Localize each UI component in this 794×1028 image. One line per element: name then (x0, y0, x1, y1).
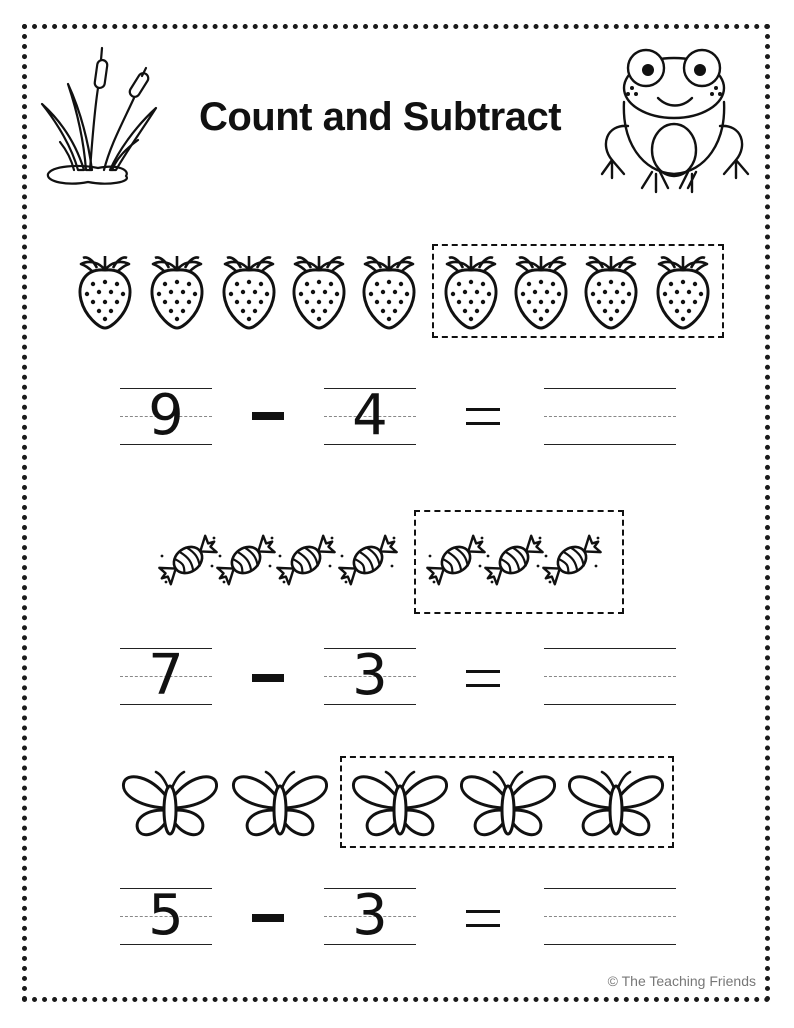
minus-sign (252, 412, 284, 420)
subtrahend-cell (324, 883, 416, 948)
strawberry-icon (146, 248, 208, 332)
strawberry-icon (218, 248, 280, 332)
minus-sign (252, 914, 284, 922)
strawberry-icon (288, 248, 350, 332)
strawberry-icon (440, 248, 502, 332)
strawberry-icon (652, 248, 714, 332)
candy-group (0, 510, 794, 614)
butterfly-icon (456, 766, 560, 842)
minuend-number: 9 (148, 383, 184, 448)
equation-row (0, 883, 794, 958)
candy-icon (214, 522, 278, 598)
frog-icon (596, 46, 756, 200)
subtrahend-cell (324, 643, 416, 708)
page-title: Count and Subtract (198, 95, 562, 139)
minuend-cell (120, 643, 212, 708)
candy-icon (336, 522, 400, 598)
minuend-number: 7 (148, 643, 184, 708)
butterfly-icon (118, 766, 222, 842)
strawberry-group (0, 244, 794, 340)
candy-icon (482, 522, 546, 598)
subtrahend-number: 4 (352, 383, 388, 448)
candy-icon (540, 522, 604, 598)
subtrahend-number: 3 (352, 883, 388, 948)
answer-field[interactable] (544, 648, 676, 704)
minuend-cell (120, 883, 212, 948)
subtrahend-cell (324, 383, 416, 448)
equals-sign (466, 670, 500, 690)
cattail-plant-icon (38, 44, 168, 194)
equals-sign (466, 408, 500, 428)
butterfly-icon (228, 766, 332, 842)
butterfly-icon (348, 766, 452, 842)
answer-field[interactable] (544, 388, 676, 444)
copyright-text: © The Teaching Friends (607, 973, 756, 989)
candy-icon (156, 522, 220, 598)
butterfly-icon (564, 766, 668, 842)
equals-sign (466, 910, 500, 930)
strawberry-icon (510, 248, 572, 332)
candy-icon (424, 522, 488, 598)
minuend-number: 5 (148, 883, 184, 948)
strawberry-icon (74, 248, 136, 332)
minuend-cell (120, 383, 212, 448)
answer-field[interactable] (544, 888, 676, 944)
equation-row (0, 383, 794, 458)
butterfly-group (0, 756, 794, 848)
subtrahend-number: 3 (352, 643, 388, 708)
strawberry-icon (580, 248, 642, 332)
equation-row (0, 643, 794, 718)
strawberry-icon (358, 248, 420, 332)
minus-sign (252, 674, 284, 682)
candy-icon (274, 522, 338, 598)
